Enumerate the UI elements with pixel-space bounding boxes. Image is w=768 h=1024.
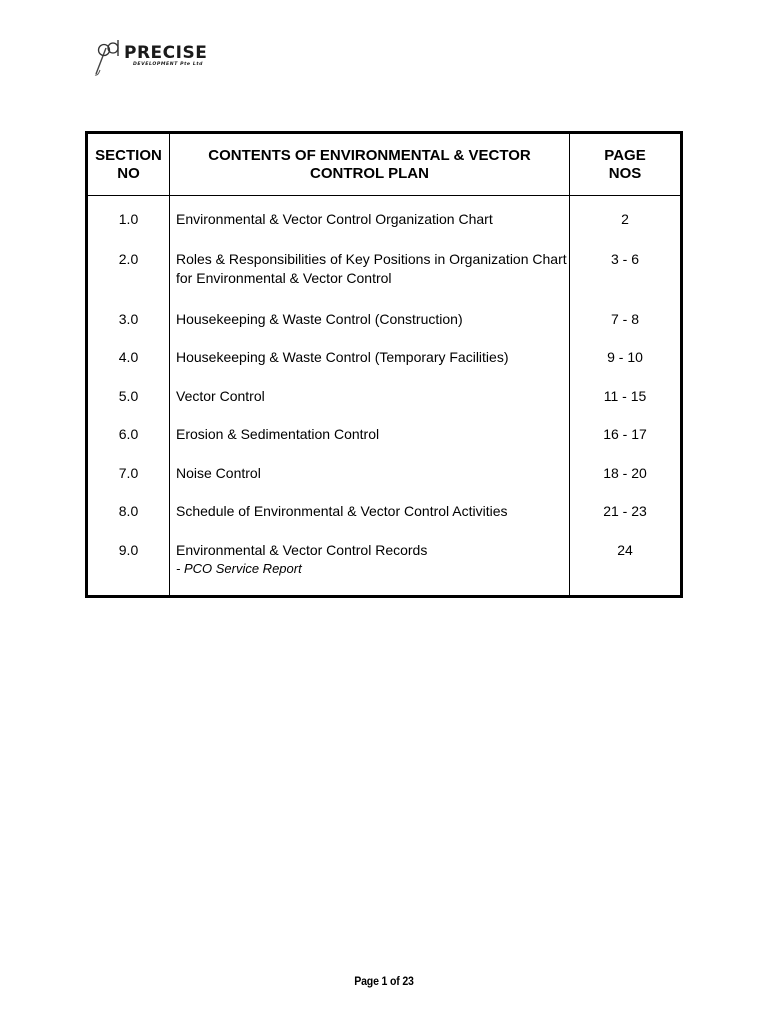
section-title-cell	[170, 498, 570, 537]
section-number: 7.0	[87, 460, 170, 499]
section-number: 8.0	[87, 498, 170, 537]
logo-wordmark: PRECISE	[124, 43, 208, 63]
section-title: Housekeeping & Waste Control (Temporary Facilities)	[176, 349, 509, 366]
filler-cell	[570, 595, 682, 597]
section-title: Schedule of Environmental & Vector Control Activities	[176, 503, 508, 520]
section-title-cell	[170, 306, 570, 345]
table-row	[87, 344, 682, 383]
section-title: Vector Control	[176, 387, 265, 404]
section-title: Erosion & Sedimentation Control	[176, 426, 380, 443]
section-title-cell	[170, 383, 570, 422]
section-title-cell	[170, 196, 570, 246]
section-title-cell	[170, 344, 570, 383]
company-logo	[92, 34, 232, 78]
table-row	[87, 537, 682, 595]
table-row	[87, 306, 682, 345]
section-number: 6.0	[87, 421, 170, 460]
section-title-cell	[170, 421, 570, 460]
section-number: 4.0	[87, 344, 170, 383]
section-title: Housekeeping & Waste Control (Construction)	[176, 310, 463, 327]
header-contents: CONTENTS OF ENVIRONMENTAL & VECTOR CONTROL PLAN	[170, 133, 570, 196]
section-number: 2.0	[87, 246, 170, 306]
table-row	[87, 246, 682, 306]
page-range: 18 - 20	[603, 464, 647, 481]
page-number-footer: Page 1 of 23	[354, 974, 414, 988]
filler-cell	[87, 595, 170, 597]
table-row	[87, 421, 682, 460]
section-number: 5.0	[87, 383, 170, 422]
page-range: 11 - 15	[603, 387, 647, 404]
section-title-cell	[170, 460, 570, 499]
page-range: 7 - 8	[610, 310, 639, 327]
table-row	[87, 498, 682, 537]
page-range: 9 - 10	[607, 349, 643, 366]
page-range: 2	[621, 211, 629, 227]
table-row	[87, 383, 682, 422]
contents-table	[85, 131, 683, 598]
table-row	[87, 460, 682, 499]
table-body	[87, 196, 682, 597]
section-title-cell	[170, 537, 570, 595]
page-range: 21 - 23	[603, 503, 647, 520]
section-title-cell	[170, 246, 570, 306]
filler-cell	[170, 595, 570, 597]
section-number: 9.0	[87, 537, 170, 595]
section-number: 3.0	[87, 306, 170, 345]
page-range: 16 - 17	[603, 426, 647, 443]
section-number: 1.0	[87, 196, 170, 246]
section-title: Noise Control	[176, 464, 261, 481]
section-title: Environmental & Vector Control Records	[176, 541, 428, 558]
page-range: 24	[617, 541, 633, 558]
header-page-nos: PAGE NOS	[570, 133, 682, 196]
section-title: Environmental & Vector Control Organization Chart	[176, 211, 493, 227]
section-title: Roles & Responsibilities of Key Positions in Organization Chart for Environmental & Vector Control	[176, 250, 567, 286]
page-range: 3 - 6	[610, 250, 639, 267]
table-header-row	[87, 133, 682, 196]
header-section-no: SECTION NO	[87, 133, 170, 196]
table-filler-row	[87, 595, 682, 597]
logo-subtitle: DEVELOPMENT Pte Ltd	[133, 62, 204, 67]
section-sub-item: - PCO Service Report	[176, 560, 302, 576]
table-row	[87, 196, 682, 246]
